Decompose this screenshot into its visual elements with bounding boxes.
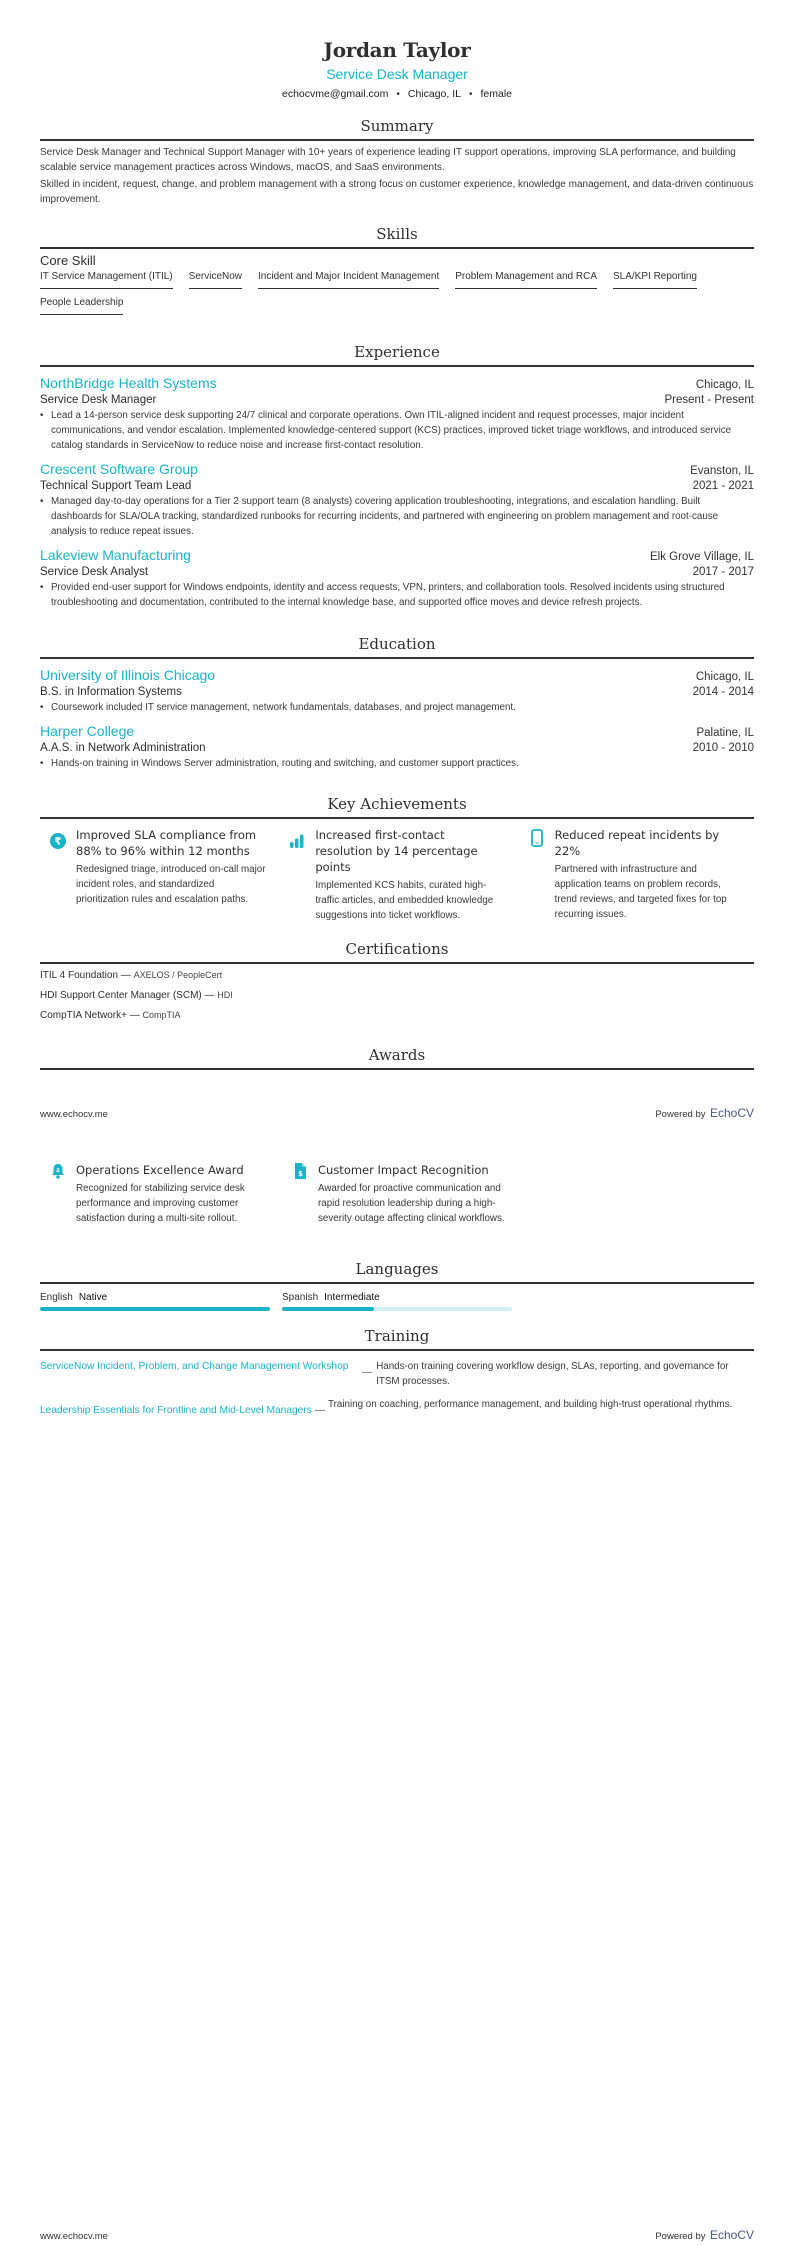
job-dates: Present - Present: [664, 394, 754, 406]
dash-separator: —: [126, 1010, 143, 1021]
education-dates: 2014 - 2014: [692, 686, 754, 698]
dash-separator: —: [118, 970, 134, 981]
skill-group-title: Core Skill: [40, 253, 96, 268]
section-title-training: Training: [40, 1327, 754, 1351]
awards-section: [40, 1046, 754, 1070]
section-title-summary: Summary: [40, 117, 754, 141]
powered-by: Powered by EchoCV: [655, 2228, 754, 2242]
separator-dot: •: [396, 89, 400, 100]
section-title-skills: Skills: [40, 225, 754, 249]
section-title-awards: Awards: [40, 1046, 754, 1070]
experience-entry: [40, 375, 754, 453]
skills-section: [40, 225, 754, 323]
svg-text:z: z: [56, 1167, 60, 1174]
skill-tag-list: [40, 271, 754, 323]
training-section: [40, 1327, 754, 1418]
resume-header: [0, 38, 794, 100]
achievement-item: [519, 827, 754, 923]
achievement-list: [40, 827, 754, 923]
education-section: [40, 635, 754, 771]
language-proficiency-bar: [282, 1307, 512, 1311]
language-proficiency-bar: [40, 1307, 270, 1311]
training-item: [40, 1359, 754, 1389]
award-description: Awarded for proactive communication and rapid resolution leadership during a high-severity outage affecting clinical workflows.: [318, 1183, 505, 1224]
section-title-languages: Languages: [40, 1260, 754, 1284]
award-item: [40, 1162, 278, 1226]
section-title-achievements: Key Achievements: [40, 795, 754, 819]
training-name: ServiceNow Incident, Problem, and Change Management Workshop: [40, 1361, 349, 1372]
education-dates: 2010 - 2010: [692, 742, 754, 754]
location: Chicago, IL: [407, 88, 461, 100]
rupee-coin-icon: [40, 827, 76, 923]
education-description: • Coursework included IT service management, network fundamentals, databases, and project management.: [40, 700, 754, 715]
education-entry: [40, 723, 754, 771]
job-role: Service Desk Manager: [40, 394, 157, 406]
education-entry: [40, 667, 754, 715]
school-name: Harper College: [40, 723, 135, 739]
bar-chart-icon: [279, 827, 315, 923]
skill-tag: People Leadership: [40, 297, 123, 315]
language-name: Spanish: [282, 1292, 319, 1303]
language-item: [40, 1292, 270, 1311]
achievement-description: Partnered with infrastructure and application teams on problem records, trend reviews, and targeted fixes for top recurring issues.: [554, 864, 727, 920]
svg-text:₹: ₹: [54, 836, 62, 848]
section-title-experience: Experience: [40, 343, 754, 367]
certification-issuer: CompTIA: [142, 1010, 181, 1020]
training-description: Training on coaching, performance management, and building high-trust operational rhythms.: [328, 1399, 733, 1410]
language-level: Native: [78, 1292, 108, 1303]
degree: A.A.S. in Network Administration: [40, 742, 206, 754]
gender: female: [480, 88, 513, 100]
section-title-certifications: Certifications: [40, 940, 754, 964]
achievement-description: Implemented KCS habits, curated high-traffic articles, and embedded knowledge suggestions into ticket workflows.: [315, 880, 494, 921]
certification-name: HDI Support Center Manager (SCM): [40, 990, 202, 1001]
bell-icon: [40, 1162, 76, 1226]
award-description: Recognized for stabilizing service desk performance and improving customer satisfaction during a multi-site rollout.: [76, 1183, 245, 1224]
summary-paragraph: Skilled in incident, request, change, and problem management with a strong focus on customer experience, knowledge management, and data-driven continuous improvement.: [40, 179, 754, 205]
powered-by: Powered by EchoCV: [655, 1106, 754, 1120]
job-dates: 2021 - 2021: [692, 480, 754, 492]
dash-separator: —: [314, 1405, 325, 1416]
company-name: Lakeview Manufacturing: [40, 547, 191, 563]
certification-item: [40, 1010, 754, 1021]
achievement-item: [279, 827, 514, 923]
skill-tag: Problem Management and RCA: [455, 271, 597, 289]
dash-separator: —: [362, 1367, 373, 1378]
school-name: University of Illinois Chicago: [40, 667, 216, 683]
section-title-education: Education: [40, 635, 754, 659]
skill-tag: IT Service Management (ITIL): [40, 271, 173, 289]
job-title: Service Desk Manager: [326, 66, 468, 82]
achievement-description: Redesigned triage, introduced on-call major incident roles, and standardized prioritization rules and escalation paths.: [76, 864, 266, 905]
certifications-section: [40, 940, 754, 1021]
skill-tag: Incident and Major Incident Management: [258, 271, 439, 289]
page-footer: [40, 1104, 754, 1122]
dash-separator: —: [201, 990, 218, 1001]
candidate-name: Jordan Taylor: [323, 38, 471, 62]
page-footer: [40, 2226, 754, 2244]
company-location: Evanston, IL: [690, 465, 754, 477]
award-item: [282, 1162, 520, 1226]
school-location: Chicago, IL: [695, 671, 754, 683]
language-proficiency-fill: [40, 1307, 270, 1311]
language-proficiency-fill: [282, 1307, 374, 1311]
footer-site-link[interactable]: www.echocv.me: [40, 2231, 108, 2242]
language-item: [282, 1292, 512, 1311]
certification-item: [40, 990, 754, 1001]
certification-item: [40, 970, 754, 981]
school-location: Palatine, IL: [696, 727, 754, 739]
job-description: • Lead a 14-person service desk supporting 24/7 clinical and corporate operations. Own ITIL-aligned incident and request processes, major incident communications, and vendor escalation. Implemented knowledge-centered support (KCS) practices, improved ticket triage workflows, and introduced service catalog standards in ServiceNow to reduce noise and increase first-contact resolution.: [40, 408, 754, 453]
company-location: Elk Grove Village, IL: [650, 551, 754, 563]
training-description: Hands-on training covering workflow design, SLAs, reporting, and governance for ITSM processes.: [376, 1361, 729, 1387]
company-name: NorthBridge Health Systems: [40, 375, 217, 391]
languages-section: [40, 1260, 754, 1311]
mobile-phone-icon: [519, 827, 555, 923]
achievement-title: Improved SLA compliance from 88% to 96% within 12 months: [76, 828, 257, 858]
email[interactable]: echocvme@gmail.com: [281, 88, 389, 100]
language-name: English: [40, 1292, 73, 1303]
skill-tag: SLA/KPI Reporting: [613, 271, 697, 289]
training-name: Leadership Essentials for Frontline and Mid-Level Managers: [40, 1405, 312, 1416]
job-role: Service Desk Analyst: [40, 566, 149, 578]
training-item: [40, 1397, 754, 1418]
achievement-title: Reduced repeat incidents by 22%: [554, 828, 720, 858]
language-level: Intermediate: [324, 1292, 380, 1303]
svg-text:$: $: [298, 1170, 303, 1178]
company-location: Chicago, IL: [695, 379, 754, 391]
footer-site-link[interactable]: www.echocv.me: [40, 1109, 108, 1120]
invoice-dollar-icon: [282, 1162, 318, 1226]
job-role: Technical Support Team Lead: [40, 480, 192, 492]
achievement-title: Increased first-contact resolution by 14 percentage points: [315, 828, 478, 874]
certification-issuer: HDI: [217, 990, 233, 1000]
summary-paragraph: Service Desk Manager and Technical Support Manager with 10+ years of experience leading IT support operations, improving SLA performance, and building scalable service management practices across Windows, macOS, and SaaS environments.: [40, 147, 736, 173]
education-description: • Hands-on training in Windows Server administration, routing and switching, and customer support practices.: [40, 756, 754, 771]
job-description: • Provided end-user support for Windows endpoints, identity and access requests, VPN, printers, and collaboration tools. Resolved incidents using structured troubleshooting and documentation, contributed to the internal knowledge base, and supported office moves and device refresh projects.: [40, 580, 754, 610]
achievement-item: [40, 827, 275, 923]
brand-logo: EchoCV: [709, 2228, 754, 2242]
award-title: Operations Excellence Award: [76, 1163, 244, 1177]
experience-entry: [40, 461, 754, 539]
degree: B.S. in Information Systems: [40, 686, 182, 698]
separator-dot: •: [468, 89, 473, 100]
contact-line: [0, 88, 794, 100]
experience-entry: [40, 547, 754, 610]
certification-issuer: AXELOS / PeopleCert: [133, 970, 223, 980]
job-description: • Managed day-to-day operations for a Tier 2 support team (8 analysts) covering application troubleshooting, integrations, and escalation handling. Built dashboards for SLA/OLA tracking, standardized runbooks for recurring incidents, and partnered with engineering on problem management and root-cause analysis to reduce repeat issues.: [40, 494, 754, 539]
achievements-section: [40, 795, 754, 923]
skill-tag: ServiceNow: [189, 271, 242, 289]
summary-section: [40, 117, 754, 207]
company-name: Crescent Software Group: [40, 461, 198, 477]
certification-name: CompTIA Network+: [40, 1010, 127, 1021]
awards-list: [40, 1162, 754, 1226]
award-title: Customer Impact Recognition: [318, 1163, 489, 1177]
certification-name: ITIL 4 Foundation: [40, 970, 119, 981]
job-dates: 2017 - 2017: [692, 566, 754, 578]
experience-section: [40, 343, 754, 610]
brand-logo: EchoCV: [709, 1106, 754, 1120]
